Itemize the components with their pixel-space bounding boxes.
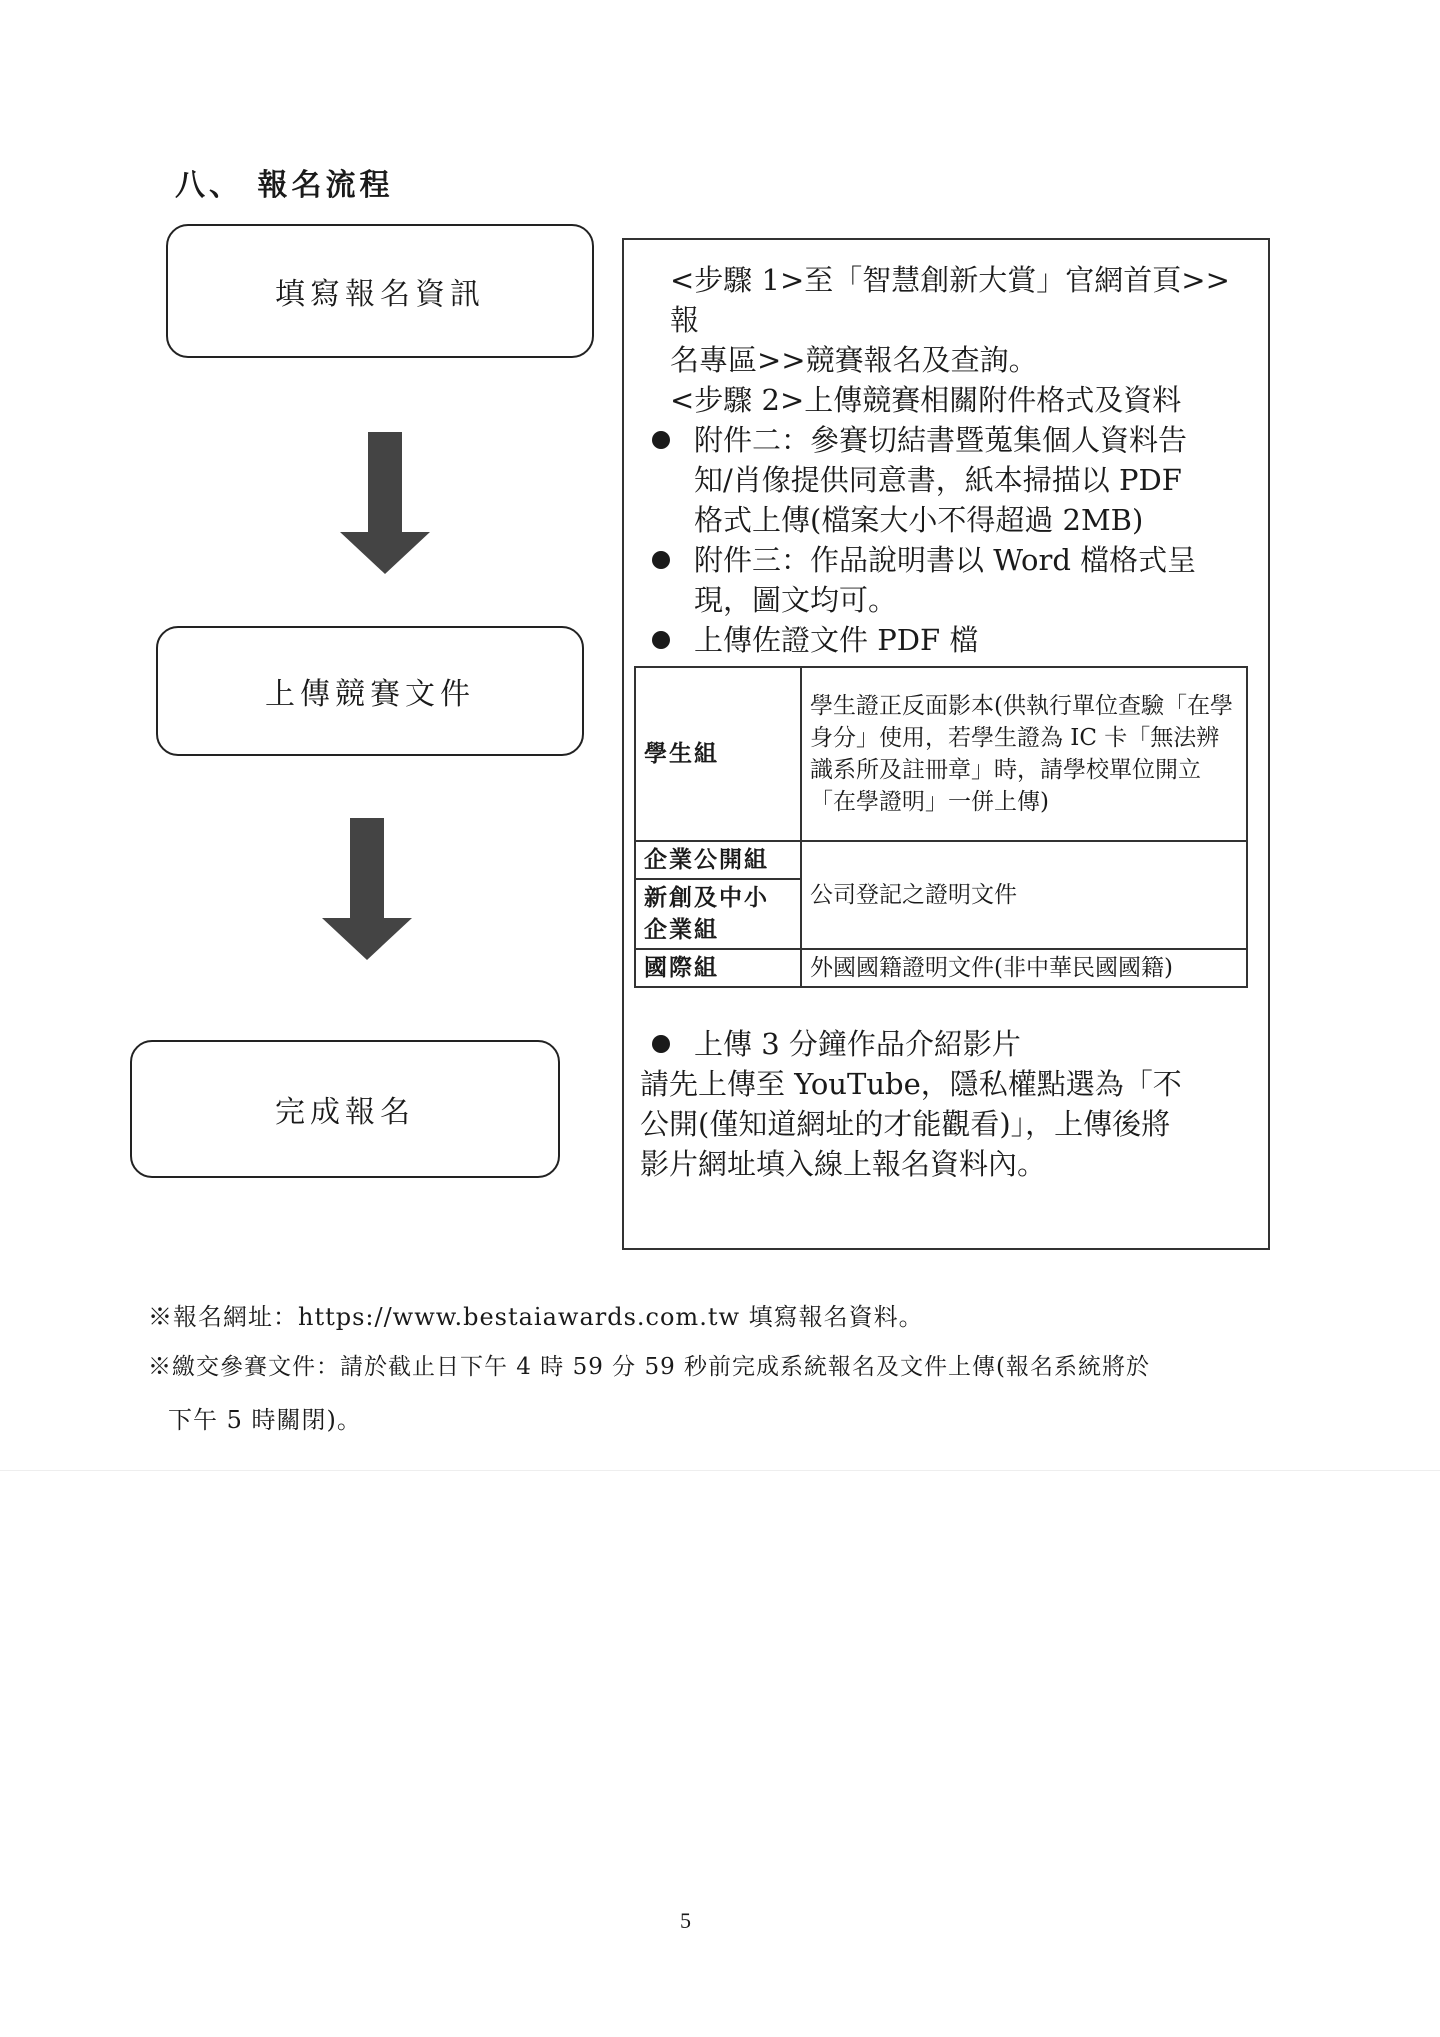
flow-step-label: 上傳競賽文件 [265, 677, 475, 712]
bullet-text: 格式上傳(檔案大小不得超過 2MB) [694, 503, 1144, 537]
section-heading: 八、 報名流程 [175, 168, 394, 203]
bullet-text: 附件二：參賽切結書暨蒐集個人資料告 [694, 423, 1188, 457]
deadline-note: ※繳交參賽文件：請於截止日下午 4 時 59 分 59 秒前完成系統報名及文件上傳(報名系統將於 [148, 1354, 1151, 1380]
bullet-icon [652, 431, 670, 449]
divider [0, 1470, 1440, 1471]
bullet-item [640, 420, 1254, 540]
video-instruction: 影片網址填入線上報名資料內。 [640, 1147, 1047, 1181]
table-cell-doc: 外國國籍證明文件(非中華民國國籍) [801, 949, 1247, 987]
bullet-item [640, 540, 1254, 620]
bullet-text: 上傳 3 分鐘作品介紹影片 [694, 1027, 1021, 1061]
step2-text: <步驟 2>上傳競賽相關附件格式及資料 [670, 383, 1182, 417]
instruction-panel [622, 238, 1270, 1250]
bullet-text: 上傳佐證文件 PDF 檔 [694, 623, 979, 657]
registration-url-note: ※報名網址：https://www.bestaiawards.com.tw 填寫報名資料。 [148, 1303, 924, 1331]
deadline-note: 下午 5 時關閉)。 [168, 1406, 362, 1434]
flow-step-fill-info [166, 224, 594, 358]
flow-step-complete [130, 1040, 560, 1178]
down-arrow-icon [340, 432, 430, 574]
table-cell-group: 國際組 [635, 949, 801, 987]
video-instruction: 請先上傳至 YouTube，隱私權點選為「不 [640, 1067, 1182, 1101]
flow-step-upload-docs [156, 626, 584, 756]
bullet-text: 附件三：作品說明書以 Word 檔格式呈 [694, 543, 1197, 577]
table-row [635, 841, 1247, 879]
step1-text: 名專區>>競賽報名及查詢。 [670, 343, 1038, 377]
documents-table [634, 666, 1248, 988]
page-number: 5 [680, 1908, 691, 1933]
bullet-icon [652, 631, 670, 649]
table-cell-group: 新創及中小企業組 [635, 879, 801, 949]
bullet-icon [652, 1035, 670, 1053]
table-cell-doc: 學生證正反面影本(供執行單位查驗「在學身分」使用，若學生證為 IC 卡「無法辨識系所及註冊章」時，請學校單位開立「在學證明」一併上傳) [801, 667, 1247, 841]
bullet-item [640, 1024, 1254, 1064]
bullet-text: 現，圖文均可。 [694, 583, 898, 617]
bullet-text: 知/肖像提供同意書，紙本掃描以 PDF [694, 463, 1182, 497]
table-row [635, 667, 1247, 841]
flow-step-label: 填寫報名資訊 [275, 277, 485, 312]
bullet-icon [652, 551, 670, 569]
table-cell-group: 學生組 [635, 667, 801, 841]
video-instruction: 公開(僅知道網址的才能觀看)」，上傳後將 [640, 1107, 1171, 1141]
bullet-item [640, 620, 1254, 660]
table-row [635, 949, 1247, 987]
down-arrow-icon [322, 818, 412, 960]
step1-text: <步驟 1>至「智慧創新大賞」官網首頁>>報 [670, 263, 1230, 337]
flow-step-label: 完成報名 [275, 1095, 415, 1130]
table-cell-group: 企業公開組 [635, 841, 801, 879]
table-cell-doc: 公司登記之證明文件 [801, 841, 1247, 949]
